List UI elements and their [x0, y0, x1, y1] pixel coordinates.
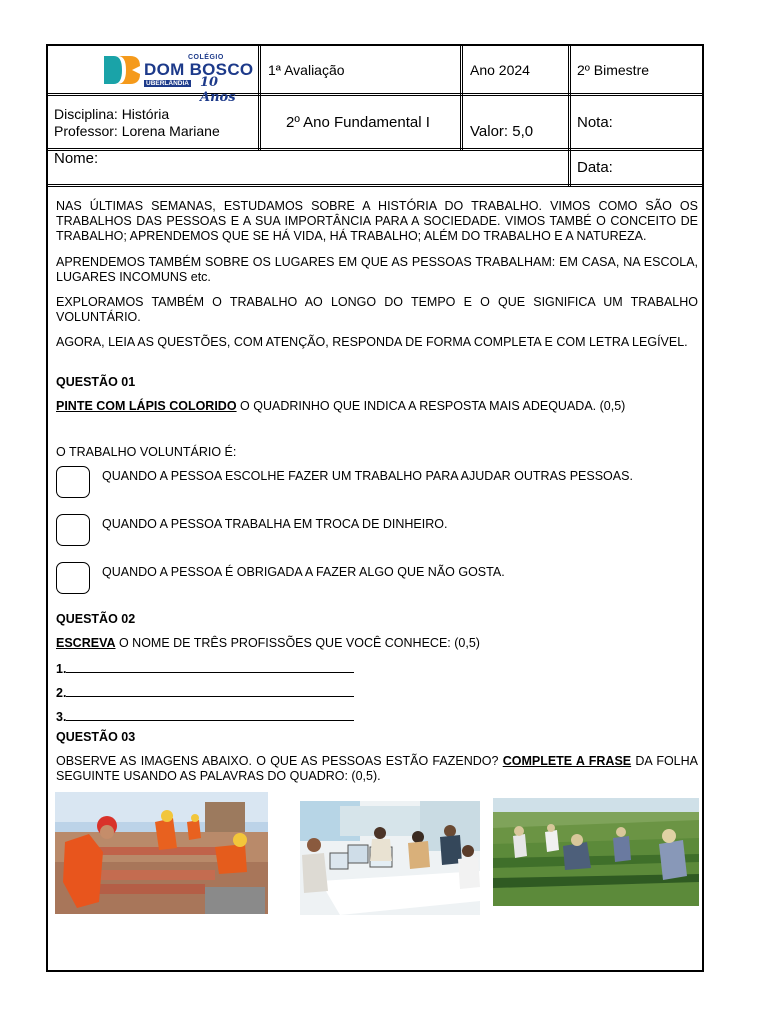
q3-title: QUESTÃO 03 — [56, 730, 136, 744]
header-table — [48, 46, 702, 188]
intro-paragraph-3: EXPLORAMOS TAMBÉM O TRABALHO AO LONGO DO TEMPO E O QUE SIGNIFICA UM TRABALHO VOLUNTÁRIO. — [56, 295, 698, 324]
ano-label: Ano 2024 — [470, 62, 530, 78]
q1-option-2-checkbox[interactable] — [56, 514, 90, 546]
valor-label: Valor: 5,0 — [470, 123, 534, 140]
q2-answer-3[interactable]: 3. — [56, 708, 354, 724]
exam-sheet — [46, 44, 704, 972]
office-workers-photo — [300, 801, 480, 915]
q2-title: QUESTÃO 02 — [56, 612, 136, 626]
q2-instruction — [56, 636, 480, 650]
school-logo: COLÉGIO DOM BOSCO UBERLÂNDIA 10 Anos — [104, 52, 254, 92]
disciplina-label: Disciplina: História — [54, 106, 170, 122]
q1-option-1-label: QUANDO A PESSOA ESCOLHE FAZER UM TRABALHO PARA AJUDAR OUTRAS PESSOAS. — [102, 469, 633, 483]
intro-paragraph-1: NAS ÚLTIMAS SEMANAS, ESTUDAMOS SOBRE A HISTÓRIA DO TRABALHO. VIMOS COMO SÃO OS TRABALHOS DAS PESSOAS E A SUA IMPORTÂNCIA PARA A SOCIEDADE. VIMOS TAMBÉ O CONCEITO DE TRABALHO; APRENDEMOS QUE SE HÁ VIDA, HÁ TRABALHO; ALÉM DO TRABALHO E A NATUREZA. — [56, 199, 698, 243]
nota-field[interactable]: Nota: — [577, 114, 613, 131]
avaliacao-label: 1ª Avaliação — [268, 62, 345, 78]
data-field[interactable]: Data: — [577, 159, 613, 176]
bimestre-label: 2º Bimestre — [577, 62, 650, 78]
farm-workers-photo — [493, 798, 699, 906]
serie-label: 2º Ano Fundamental I — [286, 114, 430, 131]
q1-option-2-label: QUANDO A PESSOA TRABALHA EM TROCA DE DINHEIRO. — [102, 517, 448, 531]
q1-title: QUESTÃO 01 — [56, 375, 136, 389]
q3-instruction-bold: COMPLETE A FRASE — [502, 754, 632, 768]
q1-instruction-rest: O QUADRINHO QUE INDICA A RESPOSTA MAIS ADEQUADA. (0,5) — [236, 399, 626, 413]
q2-instruction-rest: O NOME DE TRÊS PROFISSÕES QUE VOCÊ CONHECE: (0,5) — [115, 636, 480, 650]
q3-instruction-b: DA FOLHA SEGUINTE USANDO AS PALAVRAS DO QUADRO: (0,5). — [56, 754, 698, 783]
q3-instruction — [56, 754, 698, 784]
nome-field[interactable]: Nome: — [54, 150, 99, 167]
q2-answer-1[interactable]: 1. — [56, 660, 354, 676]
q2-answer-2[interactable]: 2. — [56, 684, 354, 700]
q3-instruction-a: OBSERVE AS IMAGENS ABAIXO. O QUE AS PESSOAS ESTÃO FAZENDO? — [56, 754, 503, 768]
q1-option-3-label: QUANDO A PESSOA É OBRIGADA A FAZER ALGO QUE NÃO GOSTA. — [102, 565, 505, 579]
q2-instruction-bold: ESCREVA — [56, 636, 116, 650]
q1-option-3-checkbox[interactable] — [56, 562, 90, 594]
logo-mark-icon — [104, 56, 142, 84]
professor-label: Professor: Lorena Mariane — [54, 123, 220, 139]
q1-instruction-bold: PINTE COM LÁPIS COLORIDO — [56, 399, 237, 413]
intro-paragraph-4: AGORA, LEIA AS QUESTÕES, COM ATENÇÃO, RESPONDA DE FORMA COMPLETA E COM LETRA LEGÍVEL. — [56, 335, 688, 349]
intro-paragraph-2: APRENDEMOS TAMBÉM SOBRE OS LUGARES EM QUE AS PESSOAS TRABALHAM: EM CASA, NA ESCOLA, LUGARES INCOMUNS etc. — [56, 255, 698, 284]
construction-workers-photo — [55, 792, 268, 914]
q1-instruction — [56, 399, 625, 413]
q1-option-1-checkbox[interactable] — [56, 466, 90, 498]
q1-prompt: O TRABALHO VOLUNTÁRIO É: — [56, 445, 237, 459]
